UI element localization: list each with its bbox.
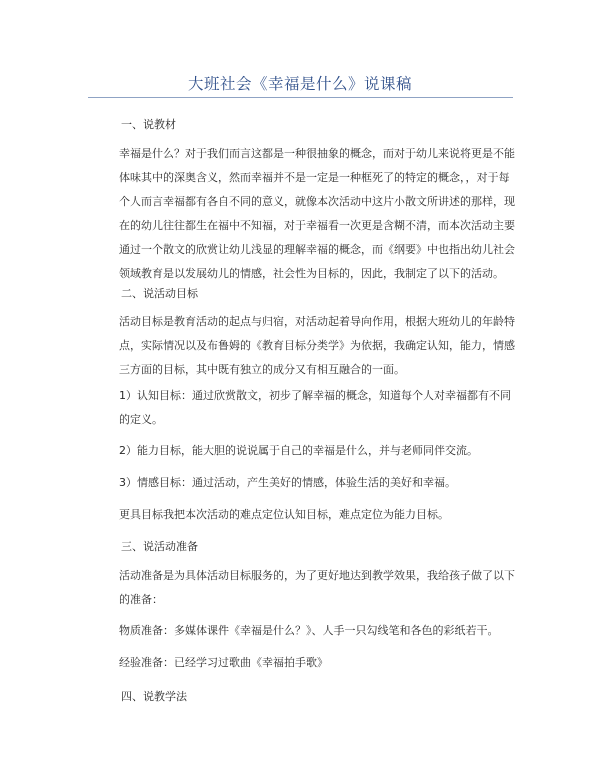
section-1-paragraph: 幸福是什么？对于我们而言这都是一种很抽象的概念，而对于幼儿来说将更是不能体味其中的深奥含义，然而幸福并不是一定是一种框死了的特定的概念，，对于每个人而言幸福都有各自不同的意义，就像本次活动中这片小散文所讲述的那样，现在的幼儿往往都生在福中不知福，对于幸福看一次更是含糊不清，而本次活动主要通过一个散文的欣赏让幼儿浅显的理解幸福的概念，而《纲要》中也指出幼儿社会领域教育是以发展幼儿的情感，社会性为目标的，因此，我制定了以下的活动。 xyxy=(119,147,515,280)
title-divider xyxy=(88,97,513,98)
section-heading-3: 三、说活动准备 xyxy=(121,540,198,553)
section-3-paragraph: 活动准备是为具体活动目标服务的，为了更好地达到教学效果，我给孩子做了以下的准备： xyxy=(119,569,515,606)
document-title: 大班社会《幸福是什么》说课稿 xyxy=(187,75,412,93)
section-heading-2: 二、说活动目标 xyxy=(121,287,198,300)
section-heading-4: 四、说教学法 xyxy=(121,690,187,703)
section-2-paragraph: 活动目标是教育活动的起点与归宿，对活动起着导向作用，根据大班幼儿的年龄特点，实际情况以及布鲁姆的《教育目标分类学》为依据，我确定认知，能力，情感三方面的目标，其中既有独立的成分又有相互融合的一面。 xyxy=(119,315,515,376)
goal-cognitive: 1）认知目标：通过欣赏散文，初步了解幸福的概念，知道每个人对幸福都有不同的定义。 xyxy=(119,389,511,426)
goal-emotion: 3）情感目标：通过活动，产生美好的情感，体验生活的美好和幸福。 xyxy=(119,476,456,489)
prep-material: 物质准备：多媒体课件《幸福是什么？》、人手一只勾线笔和各色的彩纸若干。 xyxy=(119,624,499,637)
section-heading-1: 一、说教材 xyxy=(121,118,176,131)
prep-experience: 经验准备：已经学习过歌曲《幸福拍手歌》 xyxy=(119,656,328,669)
goal-ability: 2）能力目标，能大胆的说说属于自己的幸福是什么，并与老师同伴交流。 xyxy=(119,444,478,457)
goal-note: 更具目标我把本次活动的难点定位认知目标，难点定位为能力目标。 xyxy=(119,508,449,521)
